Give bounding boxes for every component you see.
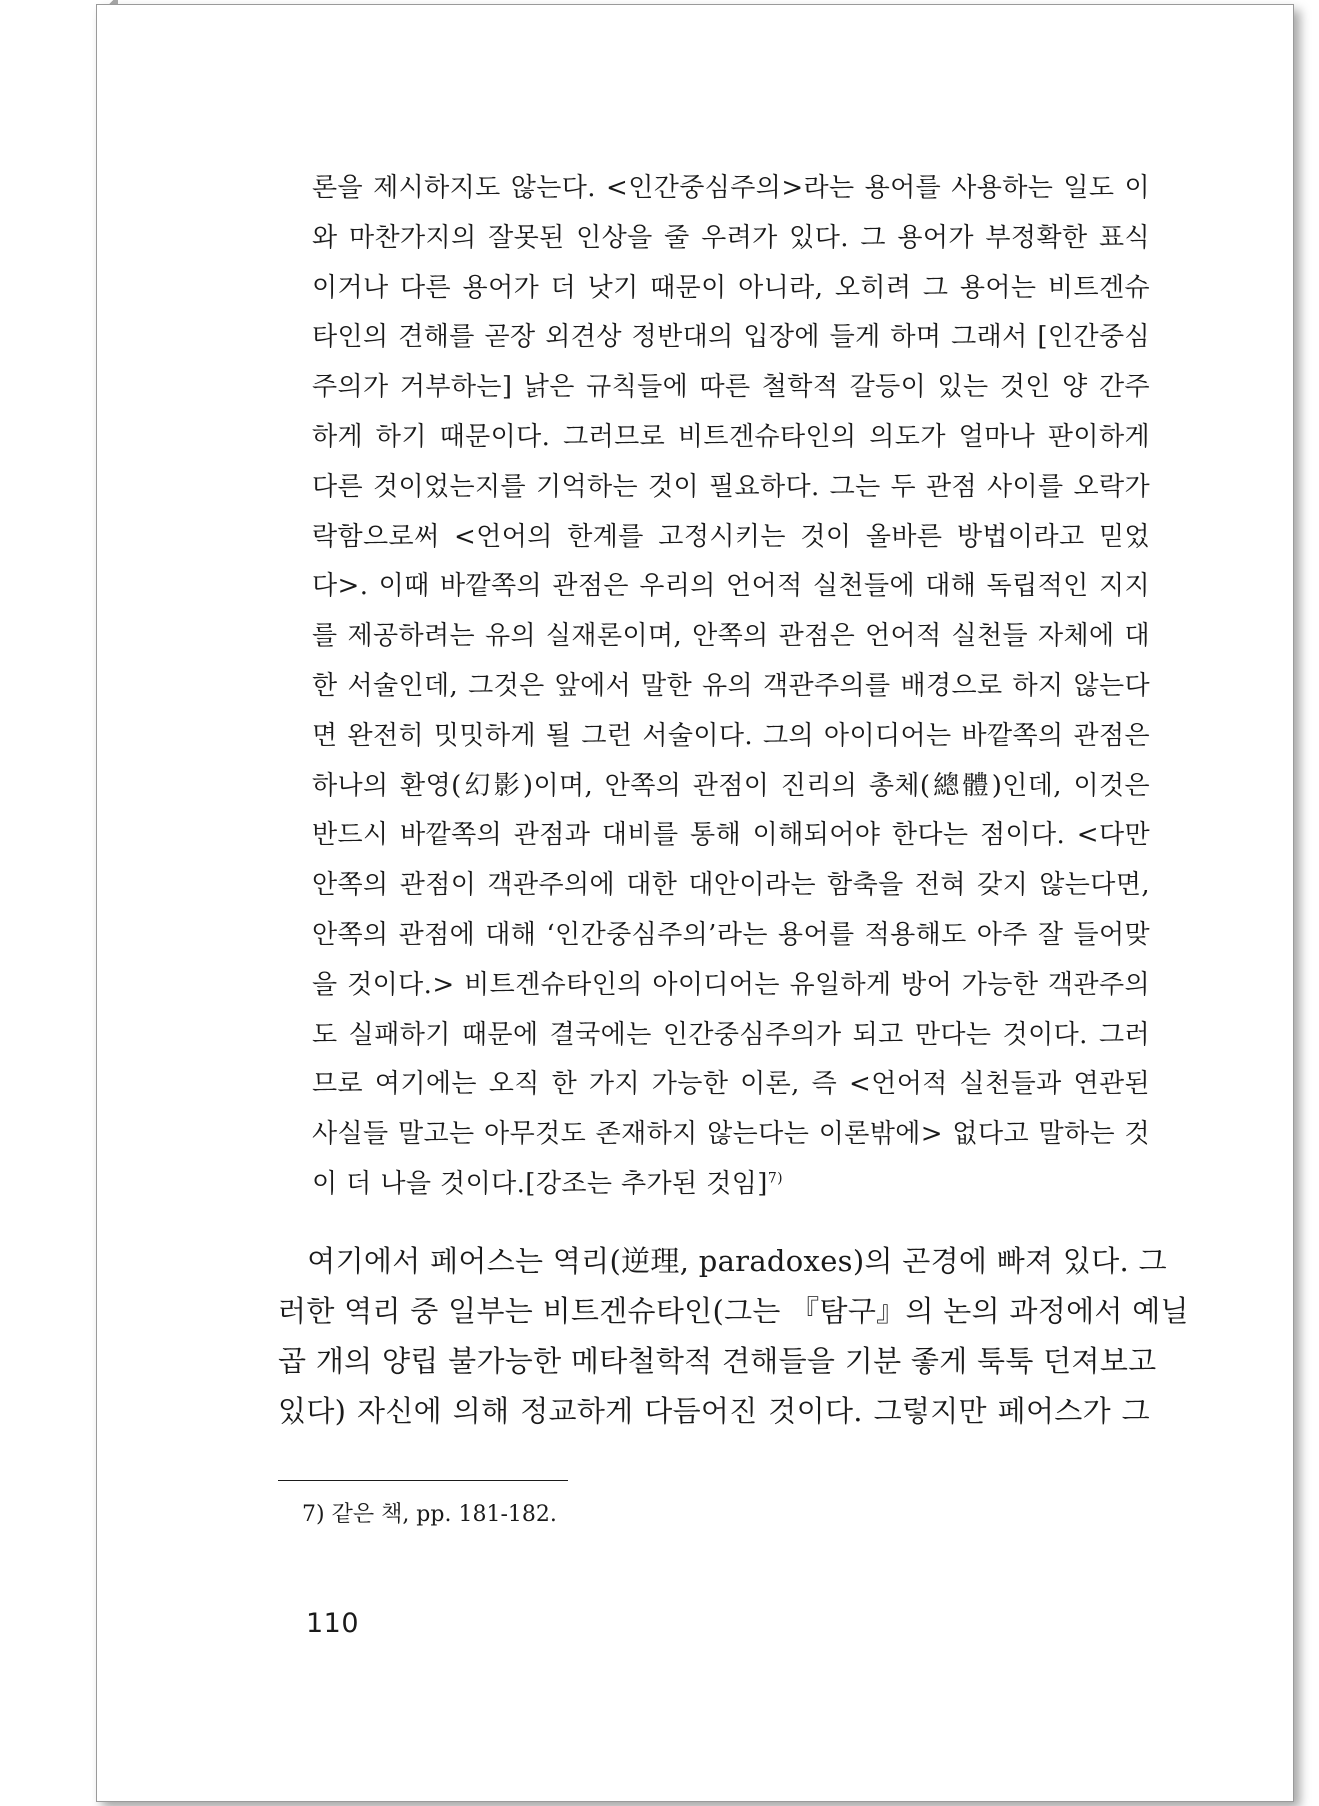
quote-line: 타인의 견해를 곧장 외견상 정반대의 입장에 들게 하며 그래서 [인간중심 [312, 322, 1150, 353]
quote-last-line [312, 1160, 1150, 1210]
quote-line: 하나의 환영(幻影)이며, 안쪽의 관점이 진리의 총체(總體)인데, 이것은 [312, 770, 1150, 801]
quote-line: 주의가 거부하는] 낡은 규칙들에 따른 철학적 갈등이 있는 것인 양 간주 [312, 372, 1150, 403]
quote-line: 하게 하기 때문이다. 그러므로 비트겐슈타인의 의도가 얼마나 판이하게 [312, 421, 1150, 452]
quote-line: 를 제공하려는 유의 실재론이며, 안쪽의 관점은 언어적 실천들 자체에 대 [312, 621, 1150, 652]
body-line: 있다) 자신에 의해 정교하게 다듬어진 것이다. 그렇지만 페어스가 그 [278, 1394, 1150, 1428]
quote-line: 다른 것이었는지를 기억하는 것이 필요하다. 그는 두 관점 사이를 오락가 [312, 471, 1150, 502]
quote-line: 다>. 이때 바깥쪽의 관점은 우리의 언어적 실천들에 대해 독립적인 지지 [312, 571, 1150, 602]
quote-line: 면 완전히 밋밋하게 될 그런 서술이다. 그의 아이디어는 바깥쪽의 관점은 [312, 720, 1150, 751]
footnote-reference[interactable]: 7) [767, 1170, 783, 1187]
quote-line: 므로 여기에는 오직 한 가지 가능한 이론, 즉 <언어적 실천들과 연관된 [312, 1069, 1150, 1100]
quote-line: 이거나 다른 용어가 더 낫기 때문이 아니라, 오히려 그 용어는 비트겐슈 [312, 272, 1150, 303]
page-number: 110 [306, 1608, 360, 1639]
quote-line: 안쪽의 관점에 대해 ‘인간중심주의’라는 용어를 적용해도 아주 잘 들어맞 [312, 919, 1150, 950]
block-quote [312, 164, 1150, 1210]
body-line: 러한 역리 중 일부는 비트겐슈타인(그는 『탐구』의 논의 과정에서 예닐 [278, 1294, 1189, 1328]
body-line: 여기에서 페어스는 역리(逆理, paradoxes)의 곤경에 빠져 있다. 그 [278, 1244, 1167, 1278]
quote-line: 론을 제시하지도 않는다. <인간중심주의>라는 용어를 사용하는 일도 이 [312, 173, 1150, 203]
quote-line: 안쪽의 관점이 객관주의에 대한 대안이라는 함축을 전혀 갖지 않는다면, [312, 870, 1150, 901]
quote-line: 사실들 말고는 아무것도 존재하지 않는다는 이론밖에> 없다고 말하는 것 [312, 1119, 1150, 1150]
quote-line: 와 마찬가지의 잘못된 인상을 줄 우려가 있다. 그 용어가 부정확한 표식 [312, 222, 1150, 253]
body-paragraph [278, 1236, 1189, 1436]
quote-line: 을 것이다.> 비트겐슈타인의 아이디어는 유일하게 방어 가능한 객관주의 [312, 969, 1150, 1000]
quote-line: 락함으로써 <언어의 한계를 고정시키는 것이 올바른 방법이라고 믿었 [312, 521, 1150, 552]
footnote-divider [278, 1480, 568, 1481]
footnote: 7) 같은 책, pp. 181-182. [302, 1502, 557, 1527]
body-line: 곱 개의 양립 불가능한 메타철학적 견해들을 기분 좋게 툭툭 던져보고 [278, 1344, 1157, 1378]
quote-line: 도 실패하기 때문에 결국에는 인간중심주의가 되고 만다는 것이다. 그러 [312, 1019, 1150, 1050]
quote-last-line-text: 이 더 나을 것이다.[강조는 추가된 것임] [312, 1168, 768, 1199]
quote-line: 반드시 바깥쪽의 관점과 대비를 통해 이해되어야 한다는 점이다. <다만 [312, 820, 1150, 851]
quote-line: 한 서술인데, 그것은 앞에서 말한 유의 객관주의를 배경으로 하지 않는다 [312, 670, 1150, 701]
